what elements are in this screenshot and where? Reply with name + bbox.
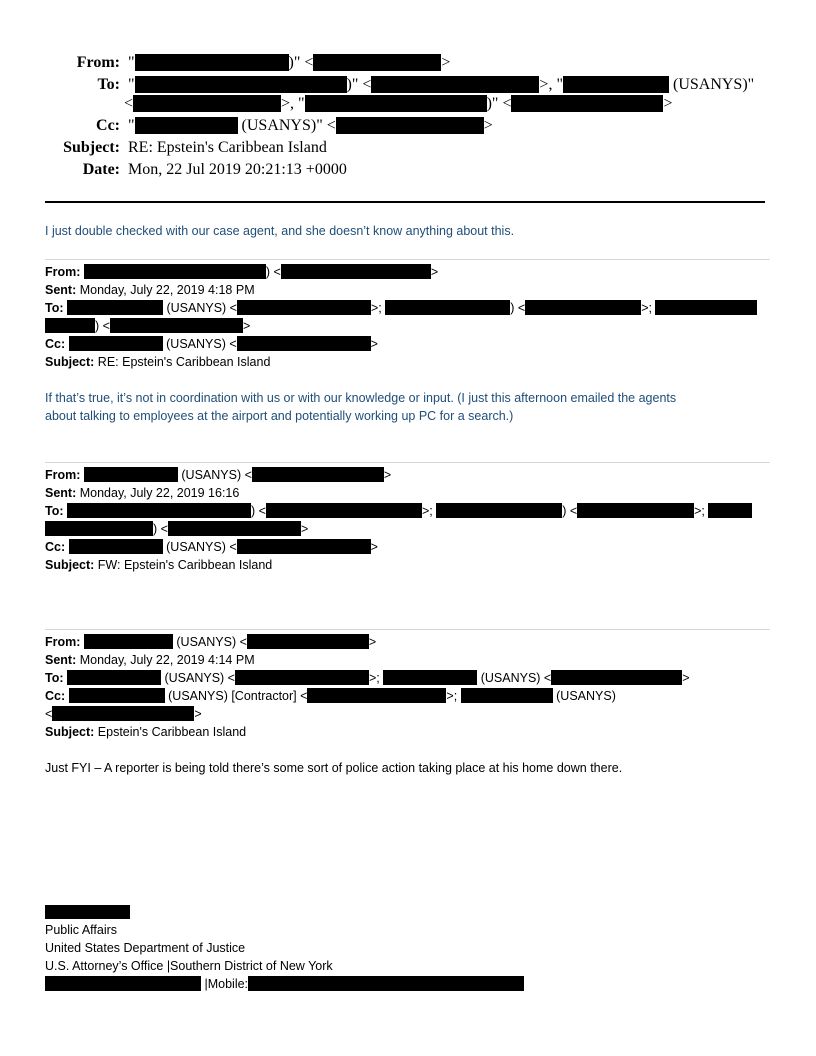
redaction [511,95,663,112]
header-cc-row: Cc: " (USANYS)" < > [45,116,493,136]
email2-sent-row [45,484,239,502]
email3-sent-row [45,651,255,669]
redaction [461,688,553,703]
header-from-row: From: " )" < > [45,53,450,73]
redaction [67,300,163,315]
signature-contact-row [45,975,524,993]
redaction [45,976,201,991]
redaction [67,670,161,685]
email1-to-row: To: (USANYS) < >; ) < >; [45,299,757,317]
redaction [45,318,95,333]
redaction [336,117,484,134]
email3-subject-row [45,723,246,741]
email1-subject-row [45,353,270,371]
email3-cc-contractor: (USANYS) [Contractor] < [168,689,308,703]
redaction [45,521,153,536]
redaction [135,76,347,93]
email1-from-label: From: [45,265,81,279]
email1-cc-usanys: (USANYS) < [166,337,237,351]
email1-from-row: From: ) < > [45,265,439,279]
redaction [313,54,441,71]
header-date: Mon, 22 Jul 2019 20:21:13 +0000 [128,161,347,178]
separator-2 [45,462,770,463]
redaction [385,300,510,315]
redaction [84,467,178,482]
email2-subject-label: Subject: [45,558,95,572]
email3-from-label: From: [45,635,81,649]
header-cc-label: Cc: [96,117,120,134]
signature-office: U.S. Attorney’s Office |Southern District of New York [45,959,333,973]
redaction [237,336,371,351]
redaction [551,670,682,685]
email3-sent: Monday, July 22, 2019 4:14 PM [79,653,255,667]
redaction [135,54,289,71]
email1-to-row-cont: ) < > [45,317,250,335]
email2-cc-row: Cc: (USANYS) < > [45,540,378,554]
email2-from-row: From: (USANYS) < > [45,468,392,482]
redaction [252,467,384,482]
email3-cc-usanys: (USANYS) [556,689,616,703]
email3-sent-label: Sent: [45,653,77,667]
email2-from-usanys: (USANYS) < [181,468,252,482]
email3-body: Just FYI – A reporter is being told there’s some sort of police action taking place at his home down there. [45,761,623,775]
email2-sent: Monday, July 22, 2019 16:16 [79,486,240,500]
email3-cc-row: Cc: (USANYS) [Contractor] < >; (USANYS) [45,689,616,703]
redaction [237,539,371,554]
redaction [371,76,539,93]
email3-to-usanys-2: (USANYS) < [480,671,552,685]
email3-to-label: To: [45,671,64,685]
email3-subject: Epstein's Caribbean Island [97,725,247,739]
redaction [248,976,524,991]
redaction [383,670,477,685]
redaction [69,539,163,554]
redaction [247,634,369,649]
header-cc-usanys: (USANYS)" [241,117,323,134]
header-to-label: To: [97,76,120,93]
redaction [577,503,694,518]
redaction [45,905,130,919]
redaction [266,503,422,518]
email3-cc-row-cont: < > [45,707,202,721]
separator-3 [45,629,770,630]
email1-cc-label: Cc: [45,337,66,351]
redaction [67,503,251,518]
redaction [133,95,281,112]
email1-sent-row [45,281,255,299]
redaction [525,300,641,315]
email2-to-row: To: ) < >; ) < >; [45,502,752,520]
email2-to-row-cont: ) < > [45,520,308,538]
email1-sent-label: Sent: [45,283,77,297]
header-date-row [45,160,347,180]
email2-from-label: From: [45,468,81,482]
signature-mobile-label: |Mobile: [204,977,249,991]
redaction [69,688,165,703]
email1-body-line-2: about talking to employees at the airport and potentially working up PC for a search.) [45,409,514,423]
redaction [436,503,562,518]
redaction [168,521,301,536]
separator-1 [45,259,770,260]
header-to-row: To: " )" < >, " (USANYS)" [45,75,754,95]
email3-subject-label: Subject: [45,725,95,739]
header-date-label: Date: [82,161,120,178]
redaction [708,503,752,518]
email1-subject-label: Subject: [45,355,95,369]
header-divider [45,201,765,203]
email3-cc-label: Cc: [45,689,66,703]
email1-to-label: To: [45,301,64,315]
redaction [69,336,163,351]
email3-from-row: From: (USANYS) < > [45,635,377,649]
redaction [563,76,669,93]
header-subject-row [45,138,327,158]
redaction [110,318,243,333]
header-from-label: From: [76,54,120,71]
email2-sent-label: Sent: [45,486,77,500]
redaction [52,706,194,721]
email2-to-label: To: [45,504,64,518]
redaction [307,688,446,703]
email2-cc-label: Cc: [45,540,66,554]
email1-body-line-1: If that’s true, it’s not in coordination with us or with our knowledge or input. (I just this afternoon emailed the agents [45,391,677,405]
redaction [281,264,431,279]
email1-sent: Monday, July 22, 2019 4:18 PM [79,283,255,297]
redaction [84,634,173,649]
email2-subject: FW: Epstein's Caribbean Island [97,558,273,572]
header-subject-label: Subject: [63,139,120,156]
redaction [237,300,371,315]
intro-message: I just double checked with our case agent, and she doesn’t know anything about this. [45,224,515,238]
email3-to-row: To: (USANYS) < >; (USANYS) < > [45,671,690,685]
email2-cc-usanys: (USANYS) < [166,540,237,554]
redaction [655,300,757,315]
header-to-row-cont: < >, " )" < > [124,95,673,112]
signature-agency: United States Department of Justice [45,941,246,955]
email1-to-usanys: (USANYS) < [166,301,237,315]
redaction [135,117,238,134]
email3-to-usanys-1: (USANYS) < [164,671,235,685]
header-to-usanys: (USANYS)" [672,76,755,93]
redaction [305,95,487,112]
email2-subject-row [45,556,272,574]
redaction [235,670,369,685]
signature-department: Public Affairs [45,923,118,937]
header-subject: RE: Epstein's Caribbean Island [128,139,327,156]
email3-from-usanys: (USANYS) < [176,635,247,649]
email1-cc-row: Cc: (USANYS) < > [45,337,378,351]
redaction [84,264,266,279]
email1-subject: RE: Epstein's Caribbean Island [97,355,271,369]
